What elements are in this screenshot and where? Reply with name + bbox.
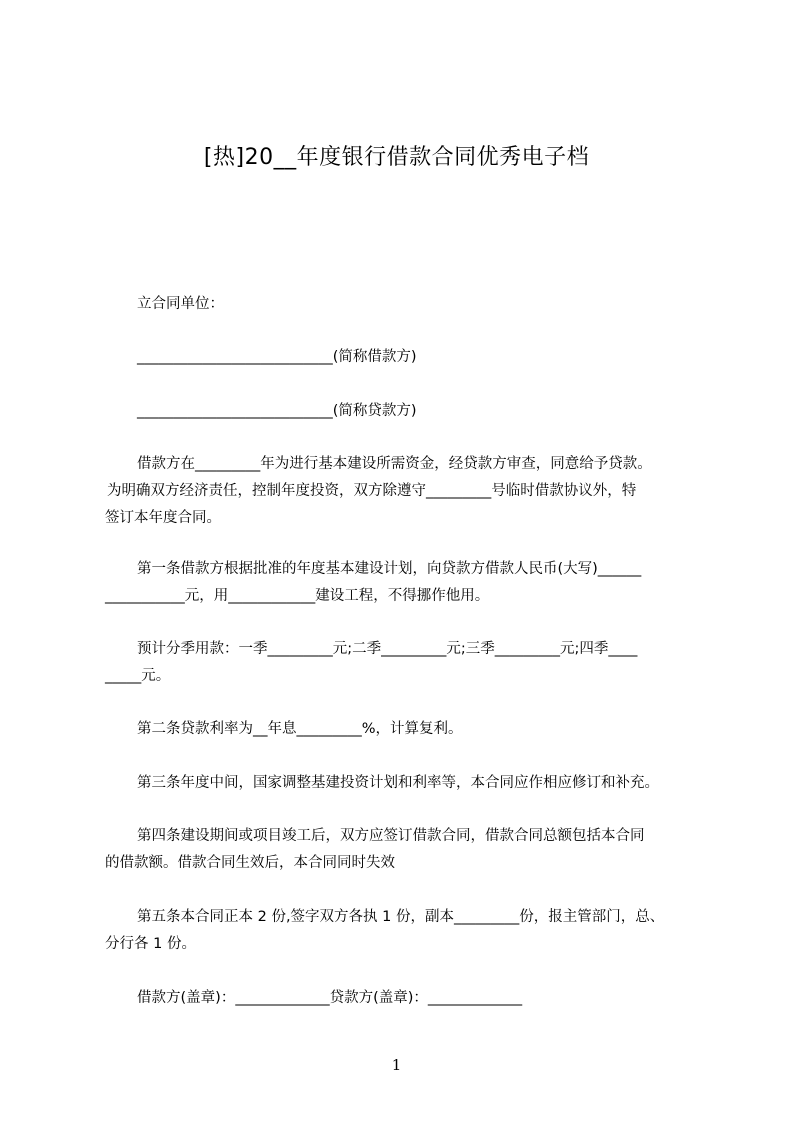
borrower-name-line: ___________________________(简称借款方) — [137, 349, 417, 365]
contract-parties-label: 立合同单位： — [137, 296, 224, 312]
article-5-line-1: 第五条本合同正本 2 份,签字双方各执 1 份，副本_________份，报主管部门，总、 — [137, 909, 665, 925]
preamble-line-3: 签订本年度合同。 — [105, 510, 221, 526]
preamble-line-2: 为明确双方经济责任，控制年度投资，双方除遵守_________号临时借款协议外，特 — [107, 483, 637, 499]
signature-line: 借款方(盖章)：_____________贷款方(盖章)：_____________ — [137, 990, 523, 1006]
article-1-line-2: ___________元，用____________建设工程，不得挪作他用。 — [105, 588, 490, 604]
document-title: [热]20__年度银行借款合同优秀电子档 — [203, 145, 590, 170]
page-number: 1 — [391, 1056, 402, 1074]
quarterly-usage-line-1: 预计分季用款：一季_________元;二季_________元;三季_________元;四季____ — [137, 641, 638, 657]
article-1-line-1: 第一条借款方根据批准的年度基本建设计划，向贷款方借款人民币(大写)______ — [137, 561, 642, 577]
article-3-line: 第三条年度中间，国家调整基建投资计划和利率等，本合同应作相应修订和补充。 — [137, 775, 659, 791]
preamble-line-1: 借款方在_________年为进行基本建设所需资金，经贷款方审查，同意给予贷款。 — [137, 456, 652, 472]
lender-name-line: ___________________________(简称贷款方) — [137, 403, 417, 419]
article-2-line: 第二条贷款利率为__年息_________%，计算复利。 — [137, 721, 463, 737]
quarterly-usage-line-2: _____元。 — [105, 668, 171, 684]
article-5-line-2: 分行各 1 份。 — [105, 936, 196, 952]
article-4-line-2: 的借款额。借款合同生效后，本合同同时失效 — [105, 855, 395, 871]
article-4-line-1: 第四条建设期间或项目竣工后，双方应签订借款合同，借款合同总额包括本合同 — [137, 828, 645, 844]
